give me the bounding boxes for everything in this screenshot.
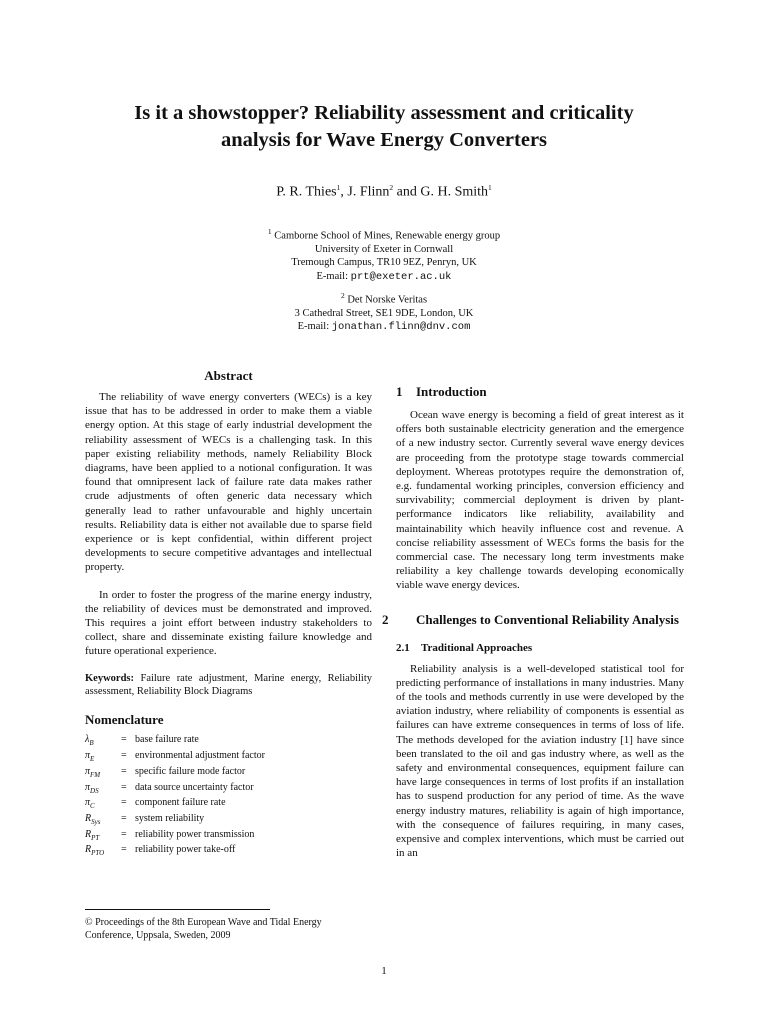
nomenclature-equals: =	[121, 734, 127, 746]
email-label: E-mail:	[316, 270, 349, 282]
nomenclature-symbol	[85, 829, 121, 845]
symbol-letter: π	[85, 781, 91, 793]
nomenclature-symbol	[85, 734, 121, 750]
nomenclature-description: environmental adjustment factor	[135, 750, 265, 762]
nomenclature-description: system reliability	[135, 812, 205, 824]
symbol-letter: R	[85, 844, 92, 856]
section-title: Introduction	[416, 384, 487, 399]
page-number: 1	[381, 965, 387, 977]
title-line-1: Is it a showstopper? Reliability assessment and criticality	[134, 102, 634, 124]
affiliation-1	[60, 225, 708, 284]
symbol-letter: π	[85, 750, 91, 762]
symbol-subscript: PT	[91, 833, 100, 842]
body-paragraph: Reliability analysis is a well-developed statistical tool for predicting performance of installations in many industries. Many of the tools and methods currently in use were developed by the aviation industry, where reliability of components is essential as failures can have extreme consequences in terms of loss of life. The methods developed for the aviation industry [1] have since been translated to the oil and gas industry where, as well as the safety and environmental consequences, equipment failure can have large consequences in terms of lost profits if an installation has to suspend production for any period of time. As the wave energy industry matures, reliability is again of high importance, with the consequence of failures requiring, in many cases, expensive and complex interventions, which must be carried out in an	[396, 662, 684, 860]
nomenclature-row	[85, 766, 265, 782]
abstract-paragraph: The reliability of wave energy converters (WECs) is a key issue that has to be addressed in order to make them a viable energy option. At this stage of early industrial development the reliability assessment of WECs is a challenging task. In this paper existing reliability methods, namely Reliability Block diagrams, have been applied to a notional configuration. It was found that omnipresent lack of failure rate data makes rather crude adjustments of often generic data necessary which generally lead to rather unfavourable and highly uncertain results. Reliability data is either not available due to sparse field experience or is kept confidential, within different project developments to secure competitive advantages and intellectual property.	[85, 391, 372, 574]
nomenclature-row	[85, 797, 265, 813]
author-affiliation-mark: 2	[389, 183, 394, 192]
nomenclature-equals: =	[121, 812, 127, 824]
affiliation-mark: 2	[340, 291, 345, 300]
nomenclature-symbol	[85, 844, 121, 860]
affiliation-university: University of Exeter in Cornwall	[314, 243, 454, 255]
author-name: G. H. Smith	[420, 184, 489, 200]
author-name: J. Flinn	[347, 184, 390, 200]
symbol-subscript: PTO	[91, 849, 105, 858]
nomenclature-row	[85, 734, 265, 750]
abstract-heading: Abstract	[204, 368, 253, 383]
nomenclature-description: reliability power transmission	[135, 828, 255, 840]
keywords-text: Failure rate adjustment, Marine energy, Reliability assessment, Reliability Block Diagrams	[85, 672, 372, 698]
nomenclature-symbol	[85, 766, 121, 782]
affiliation-address: 3 Cathedral Street, SE1 9DE, London, UK	[294, 307, 474, 319]
email-label: E-mail:	[297, 321, 330, 333]
affiliation-address: Tremough Campus, TR10 9EZ, Penryn, UK	[291, 257, 477, 269]
footnote-text: © Proceedings of the 8th European Wave and Tidal Energy Conference, Uppsala, Sweden, 2009	[85, 917, 322, 941]
nomenclature-symbol	[85, 750, 121, 766]
email-address: prt@exeter.ac.uk	[350, 270, 452, 283]
symbol-subscript: FM	[90, 770, 101, 779]
keywords-label: Keywords:	[85, 672, 134, 684]
keywords	[85, 672, 372, 699]
symbol-letter: π	[85, 765, 91, 777]
nomenclature-symbol	[85, 782, 121, 798]
affiliation-mark: 1	[267, 227, 272, 236]
nomenclature-description: data source uncertainty factor	[135, 781, 254, 793]
nomenclature-equals: =	[121, 844, 127, 856]
symbol-letter: π	[85, 797, 91, 809]
section-title: Challenges to Conventional Reliability Analysis	[416, 611, 679, 627]
symbol-letter: R	[85, 828, 92, 840]
author-affiliation-mark: 1	[336, 183, 341, 192]
symbol-subscript: E	[90, 755, 95, 764]
symbol-subscript: B	[89, 739, 94, 748]
nomenclature-row	[85, 782, 265, 798]
right-column	[382, 383, 684, 873]
subsection-heading-traditional	[396, 642, 684, 654]
email-address: jonathan.flinn@dnv.com	[331, 321, 471, 334]
symbol-subscript: C	[90, 802, 95, 811]
nomenclature-table	[85, 734, 265, 860]
footnote	[85, 909, 372, 942]
title-line-2: analysis for Wave Energy Converters	[220, 129, 548, 151]
nomenclature-equals: =	[121, 797, 127, 809]
footnote-divider	[85, 909, 270, 910]
nomenclature-heading: Nomenclature	[85, 712, 164, 728]
subsection-title: Traditional Approaches	[421, 641, 533, 654]
author-name: P. R. Thies	[276, 184, 337, 200]
nomenclature-row	[85, 813, 265, 829]
symbol-subscript: Sys	[91, 817, 101, 826]
nomenclature-equals: =	[121, 750, 127, 762]
symbol-letter: R	[85, 812, 92, 824]
abstract-paragraph: In order to foster the progress of the marine energy industry, the reliability of devices must be demonstrated and improved. This requires a joint effort between industry stakeholders to collect, share and disseminate existing failure knowledge and future operational experience.	[85, 588, 372, 658]
nomenclature-equals: =	[121, 765, 127, 777]
affiliation-institution: Camborne School of Mines, Renewable energy group	[274, 230, 501, 242]
nomenclature-description: reliability power take-off	[135, 844, 236, 856]
nomenclature-body	[85, 734, 265, 860]
nomenclature-row	[85, 844, 265, 860]
nomenclature-description: specific failure mode factor	[135, 765, 246, 777]
nomenclature-description: base failure rate	[135, 734, 199, 746]
nomenclature-symbol	[85, 813, 121, 829]
section-number: 1	[396, 384, 403, 399]
author-separator: ,	[340, 184, 348, 200]
affiliation-2	[60, 289, 708, 335]
left-column	[85, 368, 372, 860]
author-list	[60, 183, 708, 201]
author-affiliation-mark: 1	[488, 183, 492, 192]
body-paragraph: Ocean wave energy is becoming a field of great interest as it offers both sustainable electricity generation and the emergence of a new industry sector. Currently several wave energy devices are proceeding from the prototype stage towards commercial deployment. Whereas prototypes require the demonstration of, e.g. fundamental working principles, conversion efficiency and survivability; commercial deployment is driven by plant-performance indicators like reliability, availability and maintainability which heavily influence cost and revenue. A concise reliability assessment of WECs forms the basis for the commercial case. The necessary long term investments make reliability a key challenge towards developing economically viable wave energy devices.	[396, 409, 684, 592]
symbol-subscript: DS	[90, 786, 99, 795]
section-heading-challenges	[382, 611, 684, 628]
symbol-letter: λ	[85, 734, 90, 746]
author-separator: and	[393, 184, 421, 200]
nomenclature-row	[85, 750, 265, 766]
nomenclature-row	[85, 829, 265, 845]
paper-title	[60, 100, 708, 154]
nomenclature-equals: =	[121, 781, 127, 793]
nomenclature-symbol	[85, 797, 121, 813]
affiliation-institution: Det Norske Veritas	[347, 294, 428, 306]
subsection-number: 2.1	[396, 641, 410, 654]
nomenclature-equals: =	[121, 828, 127, 840]
section-number: 2	[382, 611, 389, 627]
nomenclature-description: component failure rate	[135, 797, 226, 809]
section-heading-introduction	[396, 383, 684, 400]
